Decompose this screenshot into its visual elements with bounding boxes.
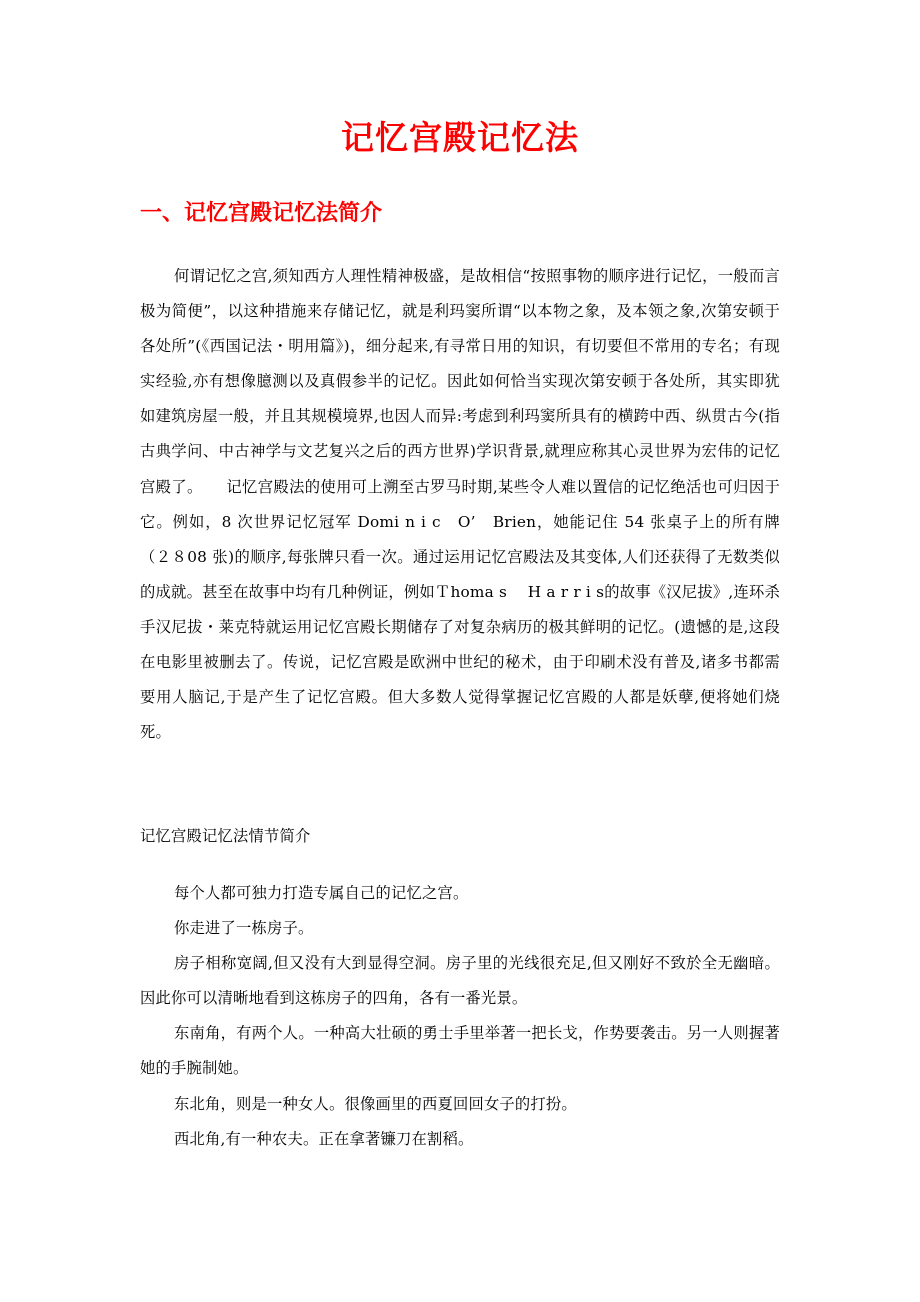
story-paragraph: 房子相称宽阔,但又没有大到显得空洞。房子里的光线很充足,但又刚好不致於全无幽暗。因此你可以清晰地看到这栋房子的四角，各有一番光景。 <box>140 954 780 1008</box>
story-paragraph: 西北角,有一种农夫。正在拿著镰刀在割稻。 <box>174 1129 474 1148</box>
story-paragraph: 东北角，则是一种女人。很像画里的西夏回回女子的打扮。 <box>174 1094 577 1113</box>
story-paragraphs <box>140 876 780 1157</box>
document-title: 记忆宫殿记忆法 <box>341 118 579 157</box>
intro-paragraph: 何谓记忆之宫,须知西方人理性精神极盛，是故相信“按照事物的顺序进行记忆，一般而言极为简便”，以这种措施来存储记忆，就是利玛窦所谓“以本物之象，及本领之象,次第安顿于各处所”(《西国记法・明用篇》)，细分起来,有寻常日用的知识，有切要但不常用的专名；有现实经验,亦有想像臆测以及真假参半的记忆。因此如何恰当实现次第安顿于各处所，其实即犹如建筑房屋一般，并且其规模境界,也因人而异:考虑到利玛窦所具有的横跨中西、纵贯古今(指古典学问、中古神学与文艺复兴之后的西方世界)学识背景,就理应称其心灵世界为宏伟的记忆宫殿了。 记忆宫殿法的使用可上溯至古罗马时期,某些令人难以置信的记忆绝活也可归因于它。例如，8 次世界记忆冠军 Domi n i c O’ Brien，她能记住 54 张桌子上的所有牌（２８08 张)的顺序,每张牌只看一次。通过运用记忆宫殿法及其变体,人们还获得了无数类似的成就。甚至在故事中均有几种例证，例如Ｔhoma s H a r r i s的故事《汉尼拔》,连环杀手汉尼拔・莱克特就运用记忆宫殿长期储存了对复杂病历的极其鲜明的记忆。(遗憾的是,这段在电影里被删去了。传说，记忆宫殿是欧洲中世纪的秘术，由于印刷术没有普及,诸多书都需要用人脑记,于是产生了记忆宫殿。但大多数人觉得掌握记忆宫殿的人都是妖孽,便将她们烧死。 <box>140 267 780 742</box>
plot-subheading: 记忆宫殿记忆法情节简介 <box>140 827 311 845</box>
story-paragraph: 每个人都可独力打造专属自己的记忆之宫。 <box>174 884 469 902</box>
story-paragraph: 东南角，有两个人。一种高大壮硕的勇士手里举著一把长戈，作势要袭击。另一人则握著她的手腕制她。 <box>140 1024 780 1078</box>
story-paragraph: 你走进了一栋房子。 <box>174 919 314 938</box>
section-heading-intro: 一、记忆宫殿记忆法简介 <box>140 200 383 226</box>
